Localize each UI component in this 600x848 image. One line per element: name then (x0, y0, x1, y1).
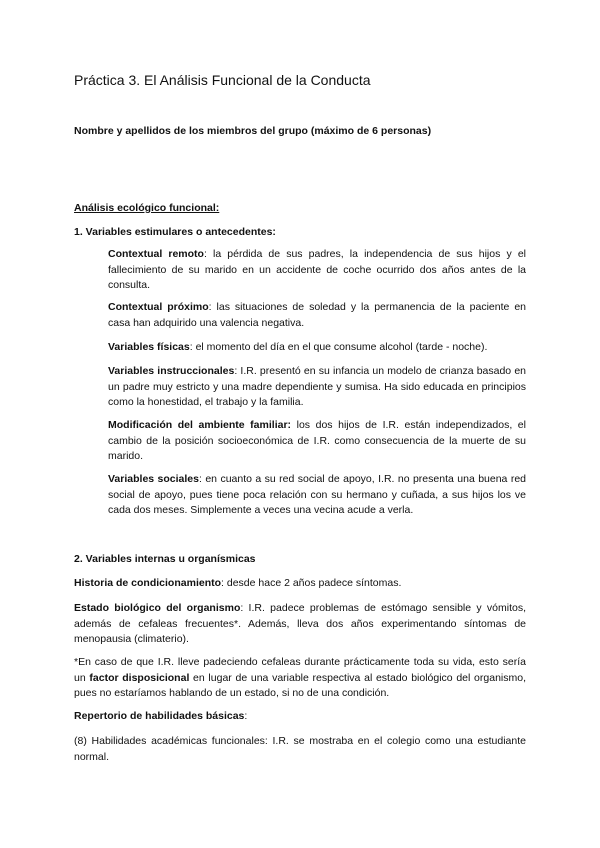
item-label: Variables físicas (108, 341, 190, 353)
item-habilidades-academicas: (8) Habilidades académicas funcionales: I.R. se mostraba en el colegio como una estudiante normal. (74, 735, 526, 763)
item-variables-fisicas (108, 340, 526, 356)
item-text: : en cuanto a su red social de apoyo, I.R. no presenta una buena red social de apoyo, pues tiene poca relación con su hermano y cuñada, a sus hijos los ve cada dos meses. Simplemente a veces una vecina acude a verla. (108, 473, 527, 516)
item-text: : el momento del día en el que consume alcohol (tarde - noche). (189, 341, 488, 353)
item-text: : la pérdida de sus padres, la independencia de sus hijos y el fallecimiento de su marido en un accidente de coche ocurrido dos años antes de la consulta. (108, 248, 526, 291)
item-label: Contextual remoto (108, 248, 204, 260)
footnote-text-pre: *En caso de que I.R. lleve padeciendo cefaleas durante prácticamente toda su vida, esto sería un (74, 656, 526, 684)
item-text: : I.R. presentó en su infancia un modelo de crianza basado en un padre muy estricto y una madre dependiente y sumisa. Ha sido educada en principios como la honestidad, el trabajo y la familia. (108, 365, 526, 408)
section-heading-analisis: Análisis ecológico funcional: (74, 202, 220, 214)
item-text: : I.R. padece problemas de estómago sensible y vómitos, además de cefaleas frecuentes*. Además, lleva dos años experimentando síntomas de menopausia (climaterio). (74, 602, 526, 645)
item-text: : desde hace 2 años padece síntomas. (221, 577, 402, 589)
item-label: Historia de condicionamiento (74, 577, 222, 589)
item-variables-instruccionales (108, 364, 526, 411)
item-text: : las situaciones de soledad y la permanencia de la paciente en casa han adquirido una valencia negativa. (108, 301, 527, 329)
item-repertorio (74, 709, 526, 725)
item-label: Estado biológico del organismo (74, 602, 241, 614)
footnote-cefaleas (74, 655, 526, 702)
section-heading-organismicas: 2. Variables internas u organísmicas (74, 553, 256, 565)
footnote-text-post: en lugar de una variable respectiva al estado biológico del organismo, pues no estaríamos hablando de un estado, si no de una condición. (74, 671, 526, 699)
item-contextual-proximo (108, 300, 526, 331)
group-members-line: Nombre y apellidos de los miembros del grupo (máximo de 6 personas) (74, 125, 432, 137)
item-historia-condicionamiento (74, 576, 526, 592)
item-label: Contextual próximo (108, 301, 209, 313)
item-modificacion-ambiente (108, 418, 526, 465)
item-label: Variables sociales (108, 473, 199, 485)
item-variables-sociales (108, 472, 526, 519)
page-title: Práctica 3. El Análisis Funcional de la Conducta (74, 72, 371, 88)
item-contextual-remoto (108, 247, 526, 294)
item-label: Variables instruccionales (108, 365, 235, 377)
footnote-bold-term: factor disposicional (89, 671, 190, 684)
item-text: los dos hijos de I.R. están independizados, el cambio de la posición socioeconómica de I.R. como consecuencia de la muerte de su marido. (108, 419, 526, 462)
section-subheading-antecedentes: 1. Variables estimulares o antecedentes: (74, 226, 276, 238)
item-estado-biologico (74, 601, 526, 648)
item-label: Modificación del ambiente familiar: (108, 419, 292, 431)
item-label: Repertorio de habilidades básicas (74, 710, 245, 722)
item-text: : (244, 710, 248, 722)
